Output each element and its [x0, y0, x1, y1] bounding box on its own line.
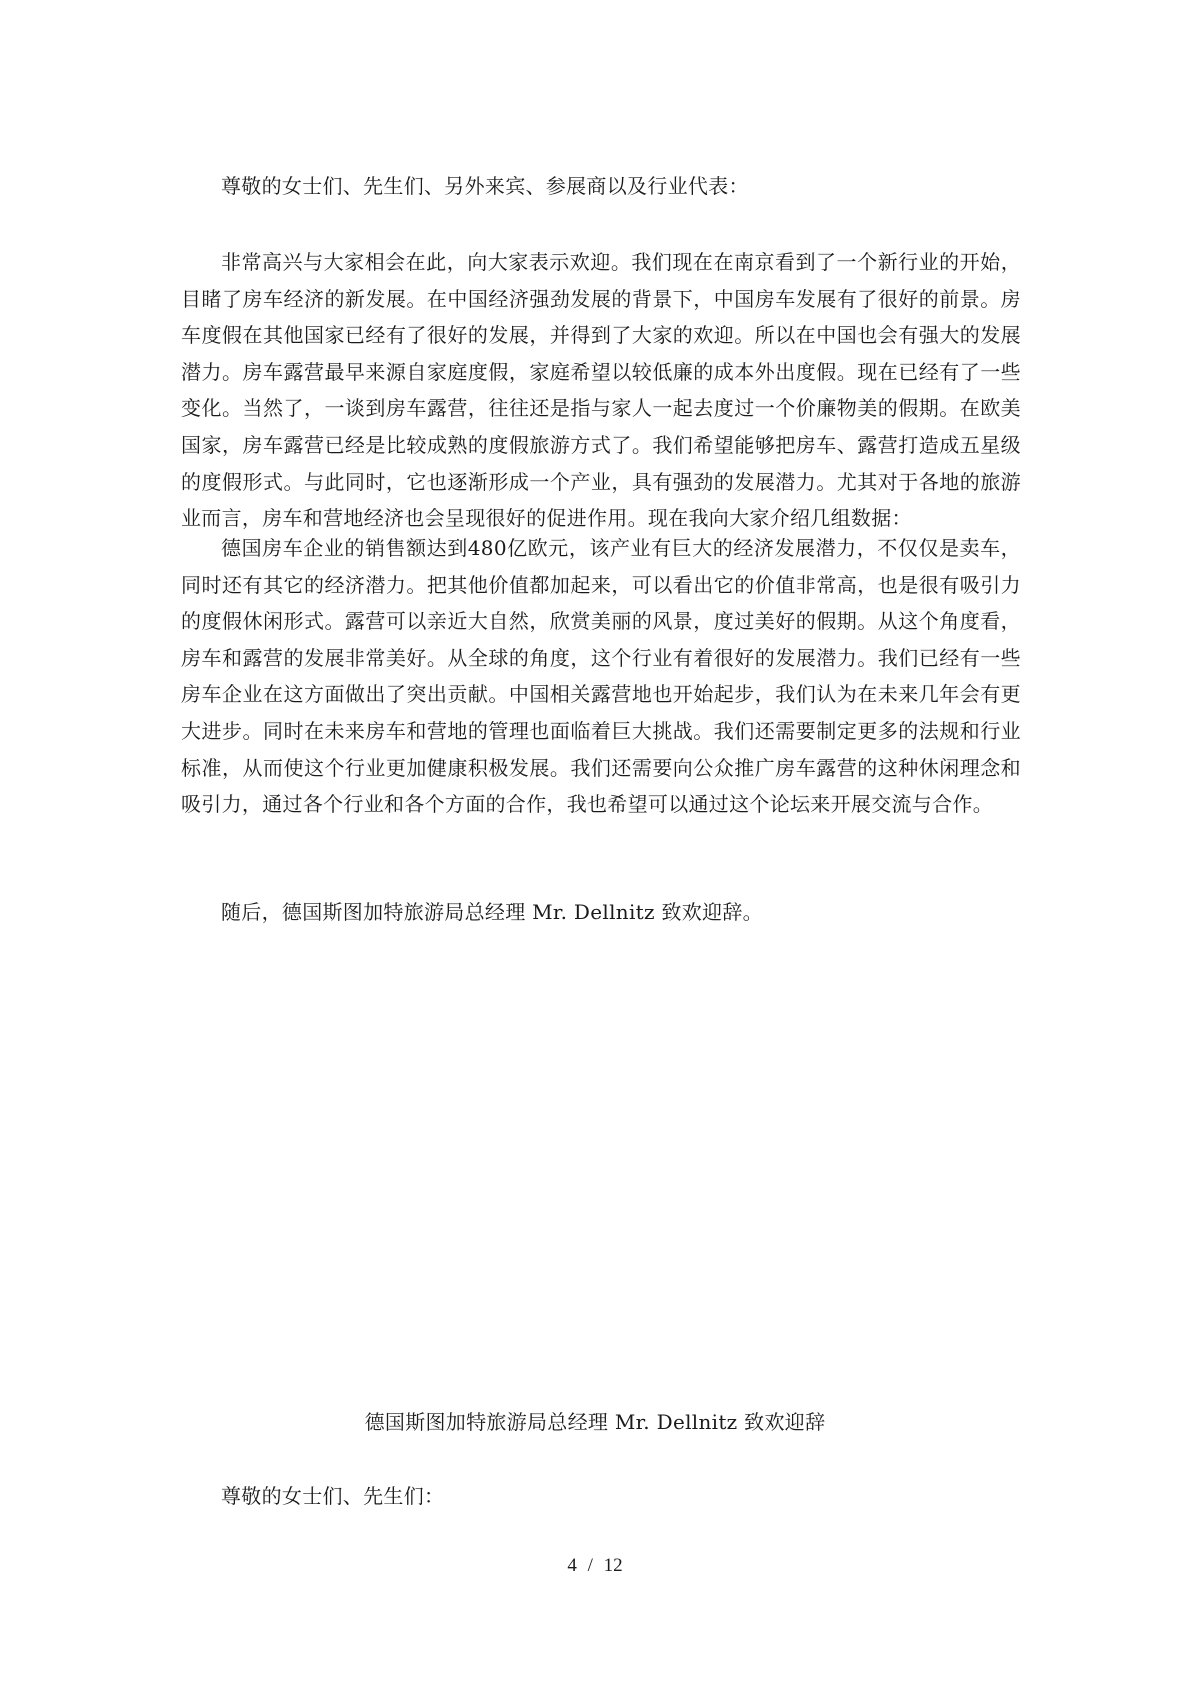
body-paragraph: 非常高兴与大家相会在此，向大家表示欢迎。我们现在在南京看到了一个新行业的开始，目睹了房车经济的新发展。在中国经济强劲发展的背景下，中国房车发展有了很好的前景。房车度假在其他国家已经有了很好的发展，并得到了大家的欢迎。所以在中国也会有强大的发展潜力。房车露营最早来源自家庭度假，家庭希望以较低廉的成本外出度假。现在已经有了一些变化。当然了，一谈到房车露营，往往还是指与家人一起去度过一个价廉物美的假期。在欧美国家，房车露营已经是比较成熟的度假旅游方式了。我们希望能够把房车、露营打造成五星级的度假形式。与此同时，它也逐渐形成一个产业，具有强劲的发展潜力。尤其对于各地的旅游业而言，房车和营地经济也会呈现很好的促进作用。现在我向大家介绍几组数据： — [181, 250, 1021, 531]
body-paragraph: 随后，德国斯图加特旅游局总经理 Mr. Dellnitz 致欢迎辞。 — [221, 900, 763, 924]
page-number: 4 / 12 — [567, 1555, 623, 1576]
salutation-text: 尊敬的女士们、先生们： — [221, 1484, 445, 1508]
section-heading: 德国斯图加特旅游局总经理 Mr. Dellnitz 致欢迎辞 — [364, 1410, 826, 1434]
salutation-text: 尊敬的女士们、先生们、另外来宾、参展商以及行业代表： — [221, 174, 749, 198]
body-paragraph: 德国房车企业的销售额达到480亿欧元，该产业有巨大的经济发展潜力，不仅仅是卖车，同时还有其它的经济潜力。把其他价值都加起来，可以看出它的价值非常高，也是很有吸引力的度假休闲形式。露营可以亲近大自然，欣赏美丽的风景，度过美好的假期。从这个角度看，房车和露营的发展非常美好。从全球的角度，这个行业有着很好的发展潜力。我们已经有一些房车企业在这方面做出了突出贡献。中国相关露营地也开始起步，我们认为在未来几年会有更大进步。同时在未来房车和营地的管理也面临着巨大挑战。我们还需要制定更多的法规和行业标准，从而使这个行业更加健康积极发展。我们还需要向公众推广房车露营的这种休闲理念和吸引力，通过各个行业和各个方面的合作，我也希望可以通过这个论坛来开展交流与合作。 — [181, 536, 1021, 817]
